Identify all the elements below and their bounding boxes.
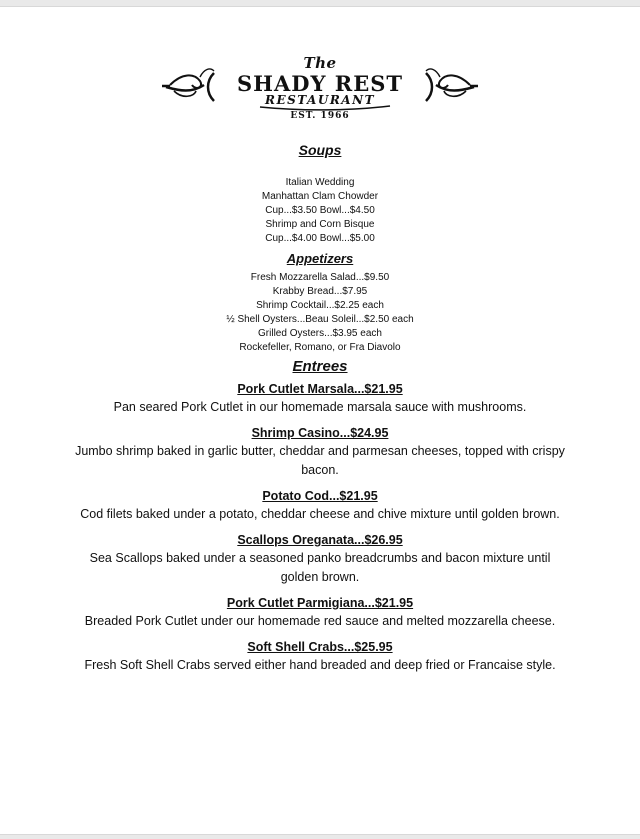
entree-description: Fresh Soft Shell Crabs served either hand breaded and deep fried or Francaise style. <box>84 658 556 672</box>
entree-name: Pork Cutlet Parmigiana...$21.95 <box>226 596 414 610</box>
list-item: Cup...$4.00 Bowl...$5.00 <box>265 233 375 244</box>
list-item: Cup...$3.50 Bowl...$4.50 <box>265 205 375 216</box>
logo-the-text: The <box>303 54 337 72</box>
entree-item <box>0 424 640 480</box>
logo-established-text: EST. 1966 <box>290 111 350 121</box>
entree-description: Sea Scallops baked under a seasoned panko breadcrumbs and bacon mixture until golden brown. <box>89 551 551 584</box>
restaurant-logo <box>160 51 480 127</box>
appetizers-list <box>0 271 640 355</box>
entree-name: Shrimp Casino...$24.95 <box>251 426 389 440</box>
logo-name-text: SHADY REST <box>236 71 404 96</box>
list-item: Fresh Mozzarella Salad...$9.50 <box>250 272 390 283</box>
logo-subtitle-text: RESTAURANT <box>264 93 375 107</box>
entree-name: Soft Shell Crabs...$25.95 <box>247 640 393 654</box>
list-item: Shrimp Cocktail...$2.25 each <box>256 300 384 311</box>
list-item: Italian Wedding <box>285 177 355 188</box>
entree-description: Breaded Pork Cutlet under our homemade red sauce and melted mozzarella cheese. <box>84 614 556 628</box>
soups-list <box>0 176 640 246</box>
entree-description: Jumbo shrimp baked in garlic butter, cheddar and parmesan cheeses, topped with crispy bacon. <box>75 444 565 477</box>
entree-item <box>0 638 640 675</box>
list-item: Manhattan Clam Chowder <box>261 191 379 202</box>
menu-page <box>0 6 640 835</box>
entree-name: Potato Cod...$21.95 <box>262 489 378 503</box>
entree-name: Scallops Oreganata...$26.95 <box>237 533 403 547</box>
soups-heading: Soups <box>298 142 342 158</box>
entree-item <box>0 487 640 524</box>
entrees-heading: Entrees <box>292 358 348 375</box>
entrees-list <box>0 380 640 675</box>
appetizers-heading: Appetizers <box>286 251 354 266</box>
list-item: Rockefeller, Romano, or Fra Diavolo <box>239 342 401 353</box>
entree-description: Pan seared Pork Cutlet in our homemade marsala sauce with mushrooms. <box>113 400 527 414</box>
entree-item <box>0 594 640 631</box>
menu-content <box>0 140 640 682</box>
list-item: Krabby Bread...$7.95 <box>272 286 368 297</box>
list-item: ½ Shell Oysters...Beau Soleil...$2.50 each <box>226 314 414 325</box>
list-item: Shrimp and Corn Bisque <box>265 219 375 230</box>
list-item: Grilled Oysters...$3.95 each <box>258 328 382 339</box>
entree-name: Pork Cutlet Marsala...$21.95 <box>237 382 403 396</box>
entree-description: Cod filets baked under a potato, cheddar cheese and chive mixture until golden brown. <box>80 507 560 521</box>
entree-item <box>0 380 640 417</box>
entree-item <box>0 531 640 587</box>
